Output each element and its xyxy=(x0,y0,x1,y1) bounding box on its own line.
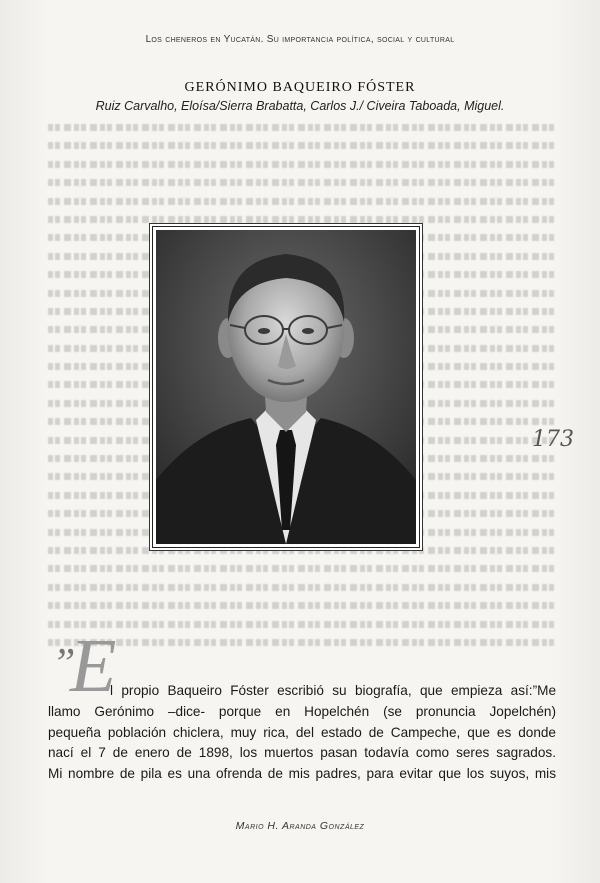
page-number: 173 xyxy=(532,427,574,452)
drop-cap: E xyxy=(70,624,117,708)
body-line: Mi nombre de pila es una ofrenda de mis padres, para evitar que los suyos, mis xyxy=(48,766,556,782)
running-head: Los cheneros en Yucatán. Su importancia política, social y cultural xyxy=(145,34,455,45)
opening-quote-mark: ” xyxy=(52,641,76,687)
portrait-frame xyxy=(152,226,420,548)
body-paragraph xyxy=(48,681,556,785)
body-line: llamo Gerónimo –dice- porque en Hopelchén (se pronuncia Jopelchén) xyxy=(48,703,556,719)
footer-author: Mario H. Aranda González xyxy=(235,820,365,832)
body-line: nací el 7 de enero de 1898, los muertos pasan todavía como seres sagrados. xyxy=(48,745,556,761)
body-line: pequeña población chiclera, muy rica, del estado de Campeche, que es donde xyxy=(48,724,556,740)
body-line: l propio Baqueiro Fóster escribió su biografía, que empieza así:”Me xyxy=(110,683,556,698)
portrait-photo xyxy=(156,230,416,544)
article-title: GERÓNIMO BAQUEIRO FÓSTER xyxy=(184,80,416,95)
article-authors: Ruiz Carvalho, Eloísa/Sierra Brabatta, Carlos J./ Civeira Taboada, Miguel. xyxy=(95,99,505,113)
